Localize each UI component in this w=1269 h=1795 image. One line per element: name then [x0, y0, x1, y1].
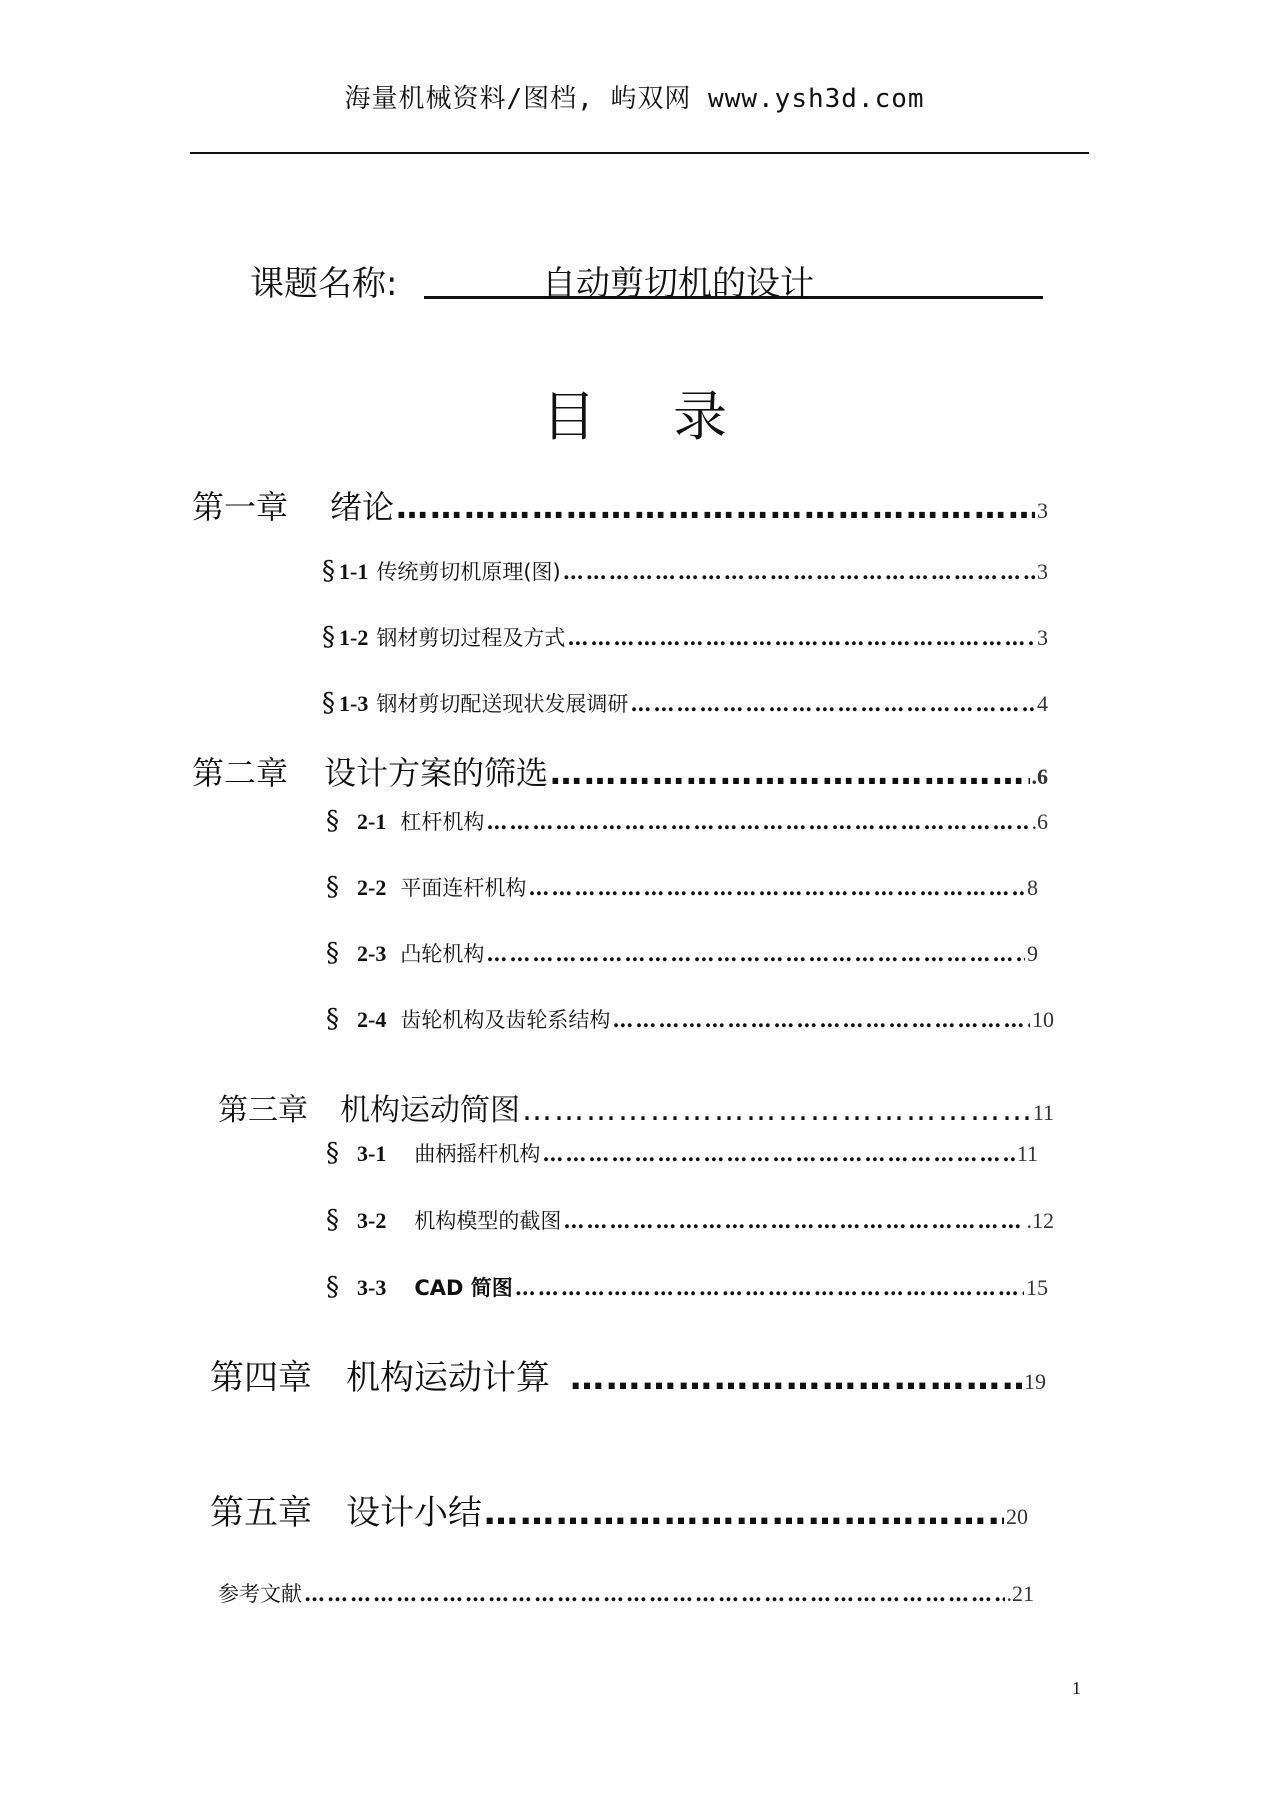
section-number: 1-2 [339, 625, 369, 650]
dot-leader [550, 754, 1029, 792]
dot-leader [567, 625, 1035, 650]
chapter-title: 设计方案的筛选 [324, 754, 549, 792]
section-symbol: § [326, 1272, 339, 1302]
section-title: 机构模型的截图 [414, 1209, 562, 1233]
chapter-title: 机构运动简图 [340, 1093, 520, 1128]
section-number: 2-3 [357, 941, 387, 966]
toc-entry-section-2-2[interactable] [326, 872, 1038, 902]
section-symbol: § [326, 1138, 339, 1168]
dot-leader [396, 488, 1035, 526]
dot-leader [486, 809, 1029, 834]
chapter-title: 设计小结 [346, 1493, 482, 1533]
page-ref: 19 [1024, 1369, 1046, 1394]
toc-entry-chapter-4[interactable] [210, 1350, 1046, 1399]
page-ref: .6 [1031, 809, 1048, 834]
page-ref: 3 [1037, 559, 1048, 584]
toc-title: 目 录 [541, 385, 758, 448]
section-title: 杠杆机构 [400, 810, 485, 834]
section-title: 平面连杆机构 [400, 876, 527, 900]
toc-entry-chapter-3[interactable] [218, 1085, 1054, 1129]
chapter-title: 机构运动计算 [346, 1358, 550, 1398]
page-ref: 11 [1016, 1141, 1038, 1166]
section-title: 传统剪切机原理(图) [376, 560, 561, 584]
chapter-label: 第一章 [192, 488, 289, 526]
page-ref: .21 [1006, 1581, 1034, 1606]
section-number: 3-1 [357, 1141, 387, 1166]
dot-leader [304, 1581, 1005, 1606]
page-ref: 3 [1037, 498, 1048, 523]
header-site-text: 海量机械资料/图档, 屿双网 www.ysh3d.com [344, 84, 925, 114]
page-ref: 4 [1037, 691, 1048, 716]
page-ref: .12 [1026, 1208, 1054, 1233]
dot-leader [522, 1093, 1031, 1128]
page-ref: .6 [1031, 764, 1048, 789]
section-symbol: § [322, 556, 335, 586]
section-symbol: § [326, 1004, 339, 1034]
chapter-label: 第三章 [218, 1093, 308, 1128]
page-ref: 3 [1037, 625, 1048, 650]
subject-value: 自动剪切机的设计 [542, 264, 814, 304]
toc-entry-section-3-2[interactable] [326, 1205, 1054, 1235]
dot-leader [484, 1493, 1004, 1533]
toc-entry-references[interactable] [218, 1578, 1034, 1608]
dot-leader [612, 1007, 1030, 1032]
dot-leader [486, 941, 1025, 966]
toc-entry-chapter-5[interactable] [210, 1485, 1028, 1534]
section-symbol: § [326, 1205, 339, 1235]
section-title: 钢材剪切配送现状发展调研 [376, 692, 629, 716]
page-ref: 9 [1027, 941, 1038, 966]
toc-entry-chapter-1[interactable] [192, 482, 1048, 528]
page-ref: 10 [1032, 1007, 1054, 1032]
section-number: 2-1 [357, 809, 387, 834]
section-title: 凸轮机构 [400, 942, 485, 966]
section-symbol: § [326, 806, 339, 836]
dot-leader [563, 559, 1035, 584]
section-symbol: § [322, 688, 335, 718]
dot-leader [630, 691, 1035, 716]
page-ref: 15 [1026, 1275, 1048, 1300]
toc-entry-section-2-4[interactable] [326, 1004, 1054, 1034]
page-ref: 8 [1027, 875, 1038, 900]
toc-entry-section-3-3[interactable] [326, 1272, 1048, 1302]
page-ref: 20 [1006, 1504, 1028, 1529]
toc-entry-section-2-1[interactable] [326, 806, 1048, 836]
section-number: 1-1 [339, 559, 369, 584]
chapter-title: 绪论 [330, 488, 395, 526]
section-number: 2-4 [357, 1007, 387, 1032]
section-title: CAD 简图 [414, 1276, 513, 1300]
references-title: 参考文献 [218, 1582, 302, 1606]
page-ref: 11 [1032, 1100, 1054, 1125]
header-divider [190, 152, 1089, 154]
chapter-label: 第二章 [192, 754, 289, 792]
dot-leader [515, 1275, 1024, 1300]
section-symbol: § [326, 938, 339, 968]
toc-entry-section-1-2[interactable] [322, 622, 1048, 652]
section-number: 1-3 [339, 691, 369, 716]
dot-leader [528, 875, 1025, 900]
section-symbol: § [326, 872, 339, 902]
page-number: 1 [1072, 1678, 1081, 1698]
chapter-label: 第五章 [210, 1493, 312, 1533]
section-number: 3-2 [357, 1208, 387, 1233]
dot-leader [563, 1208, 1024, 1233]
toc-entry-section-1-1[interactable] [322, 556, 1048, 586]
section-number: 2-2 [357, 875, 387, 900]
toc-entry-section-2-3[interactable] [326, 938, 1038, 968]
dot-leader [570, 1358, 1022, 1398]
toc-entry-section-3-1[interactable] [326, 1138, 1038, 1168]
chapter-label: 第四章 [210, 1358, 312, 1398]
section-symbol: § [322, 622, 335, 652]
subject-label: 课题名称: [250, 264, 398, 304]
section-title: 曲柄摇杆机构 [414, 1142, 541, 1166]
toc-entry-chapter-2[interactable] [192, 748, 1048, 794]
section-title: 齿轮机构及齿轮系结构 [400, 1008, 611, 1032]
dot-leader [542, 1141, 1014, 1166]
section-title: 钢材剪切过程及方式 [376, 626, 566, 650]
section-number: 3-3 [357, 1275, 387, 1300]
toc-entry-section-1-3[interactable] [322, 688, 1048, 718]
